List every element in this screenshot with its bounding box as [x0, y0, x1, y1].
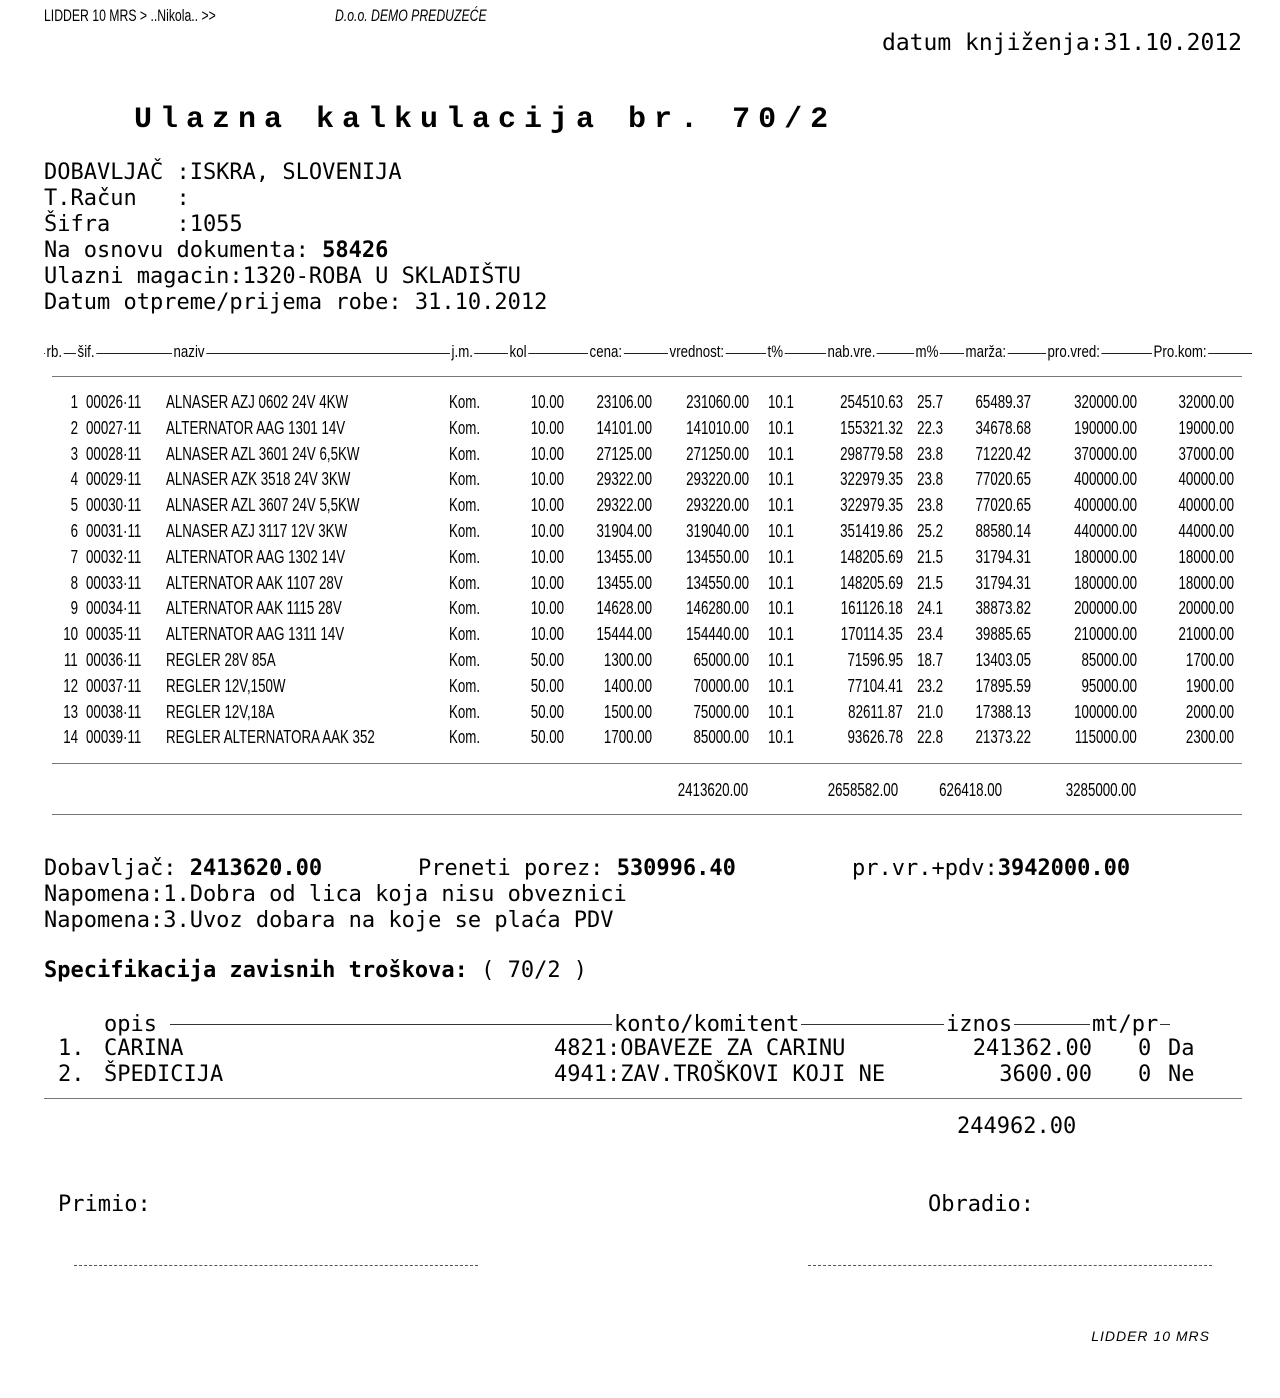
- spec-title: [44, 958, 587, 983]
- row-jm: Kom.: [449, 521, 481, 541]
- spec-row-iznos: 3600.00: [999, 1062, 1092, 1087]
- table-row: [0, 650, 1280, 676]
- processed-label: Obradio:: [928, 1192, 1034, 1217]
- row-pro: 95000.00: [1081, 675, 1137, 696]
- row-naziv: ALNASER AZJ 3117 12V 3KW: [166, 521, 348, 541]
- supplier-sum-value: 2413620.00: [189, 856, 323, 881]
- row-vrednost: 293220.00: [686, 495, 749, 516]
- row-t: 10.1: [768, 546, 794, 567]
- supplier-sum-label: Dobavljač:: [44, 856, 190, 881]
- row-pro: 180000.00: [1074, 546, 1137, 567]
- row-m: 24.1: [917, 598, 943, 619]
- prvr-sum: [852, 856, 1130, 881]
- row-cena: 31904.00: [596, 521, 652, 541]
- row-vrednost: 70000.00: [693, 675, 749, 696]
- row-marza: 31794.31: [975, 572, 1031, 593]
- row-vrednost: 141010.00: [686, 417, 749, 438]
- row-jm: Kom.: [449, 392, 481, 412]
- table-row: [0, 598, 1280, 624]
- row-marza: 39885.65: [975, 624, 1031, 645]
- tax-sum: [418, 856, 736, 881]
- spec-row-iznos: 241362.00: [972, 1036, 1092, 1061]
- col-m: m%: [915, 342, 939, 361]
- row-vrednost: 75000.00: [693, 701, 749, 722]
- row-naziv: ALNASER AZL 3607 24V 5,5KW: [166, 495, 360, 516]
- row-cena: 29322.00: [596, 495, 652, 516]
- row-nab: 71596.95: [847, 650, 903, 670]
- row-sif: 00026·11: [86, 392, 142, 412]
- spec-row-mt: 0: [1138, 1036, 1152, 1061]
- spec-row-konto: 4821:OBAVEZE ZA CARINU: [554, 1036, 846, 1061]
- row-pro: 100000.00: [1074, 701, 1137, 722]
- supplier-line: DOBAVLJAČ :ISKRA, SLOVENIJA: [44, 160, 402, 185]
- row-vrednost: 134550.00: [686, 546, 749, 567]
- row-jm: Kom.: [449, 650, 481, 670]
- note-2: Napomena:3.Uvoz dobara na koje se plaća PDV: [44, 908, 614, 933]
- row-t: 10.1: [768, 495, 794, 516]
- row-pro: 85000.00: [1081, 650, 1137, 670]
- row-marza: 88580.14: [975, 521, 1031, 541]
- table-bottom-rule: [52, 763, 1242, 764]
- row-jm: Kom.: [449, 624, 481, 645]
- row-sif: 00037·11: [86, 675, 142, 696]
- table-row: [0, 418, 1280, 444]
- row-sif: 00034·11: [86, 598, 142, 619]
- table-row: [0, 444, 1280, 470]
- col-nab: nab.vre.: [827, 342, 876, 361]
- warehouse-line: Ulazni magacin:1320-ROBA U SKLADIŠTU: [44, 264, 521, 289]
- row-naziv: ALNASER AZJ 0602 24V 4KW: [166, 392, 349, 412]
- spec-row-rb: 2.: [58, 1062, 85, 1087]
- row-vrednost: 65000.00: [693, 650, 749, 670]
- row-prokom: 20000.00: [1178, 598, 1234, 619]
- row-kol: 50.00: [530, 675, 564, 696]
- note-1: Napomena:1.Dobra od lica koja nisu obveznici: [44, 882, 627, 907]
- row-prokom: 32000.00: [1178, 392, 1234, 412]
- row-t: 10.1: [768, 443, 794, 464]
- row-marza: 77020.65: [975, 469, 1031, 490]
- row-naziv: ALNASER AZK 3518 24V 3KW: [166, 469, 351, 490]
- row-marza: 65489.37: [975, 392, 1031, 412]
- row-cena: 14101.00: [596, 417, 652, 438]
- col-rb: rb.: [46, 342, 63, 361]
- row-naziv: ALTERNATOR AAG 1301 14V: [166, 417, 346, 438]
- row-prokom: 40000.00: [1178, 469, 1234, 490]
- row-kol: 50.00: [530, 727, 564, 748]
- row-prokom: 18000.00: [1178, 572, 1234, 593]
- row-cena: 1400.00: [603, 675, 652, 696]
- row-nab: 161126.18: [841, 598, 903, 619]
- row-vrednost: 271250.00: [686, 443, 749, 464]
- row-naziv: REGLER 12V,18A: [166, 701, 275, 722]
- basis-value: 58426: [322, 238, 389, 263]
- row-jm: Kom.: [449, 417, 481, 438]
- prvr-sum-label: pr.vr.+pdv:: [852, 856, 998, 881]
- col-kol: kol: [509, 342, 527, 361]
- row-t: 10.1: [768, 392, 794, 412]
- row-nab: 77104.41: [847, 675, 903, 696]
- row-marza: 71220.42: [975, 443, 1031, 464]
- row-pro: 210000.00: [1074, 624, 1137, 645]
- row-kol: 10.00: [530, 598, 564, 619]
- account-line: T.Račun :: [44, 186, 190, 211]
- row-m: 25.2: [917, 521, 943, 541]
- row-t: 10.1: [768, 469, 794, 490]
- row-nab: 322979.35: [840, 469, 903, 490]
- row-t: 10.1: [768, 521, 794, 541]
- row-cena: 13455.00: [596, 572, 652, 593]
- supplier-sum: [44, 856, 322, 881]
- table-row: [0, 702, 1280, 728]
- row-kol: 10.00: [530, 521, 564, 541]
- col-naziv: naziv: [173, 342, 205, 361]
- row-rb: 7: [70, 546, 78, 567]
- row-cena: 14628.00: [596, 598, 652, 619]
- row-rb: 10: [63, 624, 78, 645]
- row-nab: 148205.69: [840, 546, 903, 567]
- row-m: 23.4: [917, 624, 943, 645]
- breadcrumb: LIDDER 10 MRS > ..Nikola.. >>: [44, 6, 216, 25]
- row-cena: 27125.00: [596, 443, 652, 464]
- row-nab: 298779.58: [840, 443, 903, 464]
- row-jm: Kom.: [449, 727, 481, 748]
- row-t: 10.1: [768, 598, 794, 619]
- row-jm: Kom.: [449, 443, 481, 464]
- row-prokom: 40000.00: [1178, 495, 1234, 516]
- row-sif: 00039·11: [86, 727, 142, 748]
- row-prokom: 2300.00: [1185, 727, 1234, 748]
- spec-row-opis: CARINA: [104, 1036, 184, 1061]
- table-row: [0, 392, 1280, 418]
- row-kol: 10.00: [530, 546, 564, 567]
- row-naziv: ALTERNATOR AAG 1311 14V: [166, 624, 345, 645]
- table-row: [0, 676, 1280, 702]
- row-pro: 190000.00: [1074, 417, 1137, 438]
- page-title: Ulazna kalkulacija br. 70/2: [134, 103, 837, 137]
- row-prokom: 44000.00: [1178, 521, 1234, 541]
- row-rb: 14: [63, 727, 78, 748]
- row-vrednost: 231060.00: [686, 392, 749, 412]
- footer-brand: LIDDER 10 MRS: [1091, 1328, 1210, 1344]
- row-prokom: 1700.00: [1185, 650, 1234, 670]
- row-sif: 00029·11: [86, 469, 142, 490]
- row-sif: 00031·11: [86, 521, 142, 541]
- code-line: Šifra :1055: [44, 212, 243, 237]
- col-t: t%: [767, 342, 784, 361]
- row-cena: 29322.00: [596, 469, 652, 490]
- col-sif: šif.: [77, 342, 95, 361]
- row-pro: 320000.00: [1074, 392, 1137, 412]
- row-sif: 00035·11: [86, 624, 142, 645]
- row-cena: 1700.00: [603, 727, 652, 748]
- row-t: 10.1: [768, 675, 794, 696]
- posting-date: datum knjiženja:31.10.2012: [881, 30, 1242, 56]
- row-sif: 00032·11: [86, 546, 142, 567]
- row-t: 10.1: [768, 624, 794, 645]
- total-marza: 626418.00: [939, 780, 1002, 800]
- table-row: [0, 495, 1280, 521]
- row-rb: 13: [63, 701, 78, 722]
- row-rb: 12: [63, 675, 78, 696]
- prvr-sum-value: 3942000.00: [997, 856, 1131, 881]
- row-nab: 351419.86: [840, 521, 903, 541]
- row-nab: 155321.32: [840, 417, 903, 438]
- row-naziv: ALTERNATOR AAG 1302 14V: [166, 546, 346, 567]
- table-row: [0, 521, 1280, 547]
- row-vrednost: 154440.00: [686, 624, 749, 645]
- spec-row-pr: Ne: [1168, 1062, 1195, 1087]
- row-nab: 254510.63: [840, 392, 903, 412]
- row-m: 23.8: [917, 495, 943, 516]
- spec-row: [0, 1062, 1280, 1088]
- processed-signature-line: [808, 1265, 1212, 1266]
- row-pro: 400000.00: [1074, 495, 1137, 516]
- spec-table-header: [104, 1012, 1194, 1036]
- row-rb: 6: [70, 521, 78, 541]
- row-vrednost: 85000.00: [693, 727, 749, 748]
- row-marza: 38873.82: [975, 598, 1031, 619]
- shipping-date-line: Datum otpreme/prijema robe: 31.10.2012: [44, 290, 548, 315]
- row-vrednost: 134550.00: [686, 572, 749, 593]
- row-marza: 34678.68: [975, 417, 1031, 438]
- row-sif: 00030·11: [86, 495, 142, 516]
- spec-row-rb: 1.: [58, 1036, 85, 1061]
- received-signature-line: [74, 1265, 478, 1266]
- row-pro: 370000.00: [1074, 443, 1137, 464]
- row-rb: 8: [70, 572, 78, 593]
- spec-col-mtpr: mt/pr: [1092, 1012, 1159, 1037]
- row-naziv: REGLER ALTERNATORA AAK 352: [166, 727, 375, 748]
- basis-line: [44, 238, 388, 264]
- row-marza: 17895.59: [975, 675, 1031, 696]
- table-row: [0, 547, 1280, 573]
- row-m: 21.0: [917, 701, 943, 722]
- row-cena: 23106.00: [596, 392, 652, 412]
- col-cena: cena:: [589, 342, 623, 361]
- spec-col-konto: konto/komitent: [614, 1012, 800, 1037]
- spec-title-main: Specifikacija zavisnih troškova:: [44, 958, 468, 983]
- row-jm: Kom.: [449, 572, 481, 593]
- row-m: 23.2: [917, 675, 943, 696]
- row-naziv: ALTERNATOR AAK 1115 28V: [166, 598, 342, 619]
- row-jm: Kom.: [449, 701, 481, 722]
- row-t: 10.1: [768, 701, 794, 722]
- row-kol: 10.00: [530, 417, 564, 438]
- row-jm: Kom.: [449, 495, 481, 516]
- row-naziv: REGLER 12V,150W: [166, 675, 286, 696]
- row-nab: 170114.35: [841, 624, 903, 645]
- row-rb: 1: [70, 392, 78, 412]
- row-prokom: 19000.00: [1178, 417, 1234, 438]
- row-jm: Kom.: [449, 675, 481, 696]
- row-rb: 5: [70, 495, 78, 516]
- row-pro: 400000.00: [1074, 469, 1137, 490]
- row-rb: 4: [70, 469, 78, 490]
- row-t: 10.1: [768, 417, 794, 438]
- row-cena: 15444.00: [596, 624, 652, 645]
- received-label: Primio:: [58, 1192, 151, 1217]
- spec-col-opis: opis: [104, 1012, 165, 1037]
- row-marza: 21373.22: [975, 727, 1031, 748]
- totals-rule: [52, 814, 1242, 815]
- row-kol: 10.00: [530, 624, 564, 645]
- row-nab: 148205.69: [840, 572, 903, 593]
- table-row: [0, 469, 1280, 495]
- tax-sum-label: Preneti porez:: [418, 856, 617, 881]
- spec-row-mt: 0: [1138, 1062, 1152, 1087]
- row-prokom: 1900.00: [1185, 675, 1234, 696]
- company-name: D.o.o. DEMO PREDUZEĆE: [335, 6, 487, 25]
- row-nab: 322979.35: [840, 495, 903, 516]
- row-naziv: ALTERNATOR AAK 1107 28V: [166, 572, 343, 593]
- row-vrednost: 319040.00: [686, 521, 749, 541]
- spec-title-number: ( 70/2 ): [467, 958, 588, 983]
- spec-bottom-rule: [44, 1098, 1242, 1099]
- row-marza: 13403.05: [975, 650, 1031, 670]
- row-cena: 13455.00: [596, 546, 652, 567]
- row-kol: 10.00: [530, 572, 564, 593]
- col-pro: pro.vred:: [1047, 342, 1100, 361]
- row-prokom: 2000.00: [1185, 701, 1234, 722]
- row-m: 22.8: [917, 727, 943, 748]
- row-marza: 17388.13: [975, 701, 1031, 722]
- row-marza: 31794.31: [975, 546, 1031, 567]
- table-row: [0, 624, 1280, 650]
- row-kol: 10.00: [530, 495, 564, 516]
- spec-row-konto: 4941:ZAV.TROŠKOVI KOJI NE: [554, 1062, 886, 1087]
- row-kol: 50.00: [530, 650, 564, 670]
- row-vrednost: 146280.00: [686, 598, 749, 619]
- row-sif: 00027·11: [86, 417, 142, 438]
- row-m: 23.8: [917, 443, 943, 464]
- basis-label: Na osnovu dokumenta:: [44, 238, 323, 263]
- items-table-header: [44, 342, 1254, 364]
- total-nab: 2658582.00: [827, 780, 898, 800]
- spec-total: 244962.00: [957, 1114, 1077, 1139]
- row-kol: 10.00: [530, 443, 564, 464]
- row-m: 18.7: [917, 650, 943, 670]
- row-vrednost: 293220.00: [686, 469, 749, 490]
- row-cena: 1500.00: [603, 701, 652, 722]
- row-t: 10.1: [768, 727, 794, 748]
- row-rb: 11: [64, 650, 78, 670]
- row-jm: Kom.: [449, 546, 481, 567]
- row-naziv: ALNASER AZL 3601 24V 6,5KW: [166, 443, 360, 464]
- spec-col-iznos: iznos: [946, 1012, 1013, 1037]
- row-naziv: REGLER 28V 85A: [166, 650, 276, 670]
- spec-row-opis: ŠPEDICIJA: [104, 1062, 224, 1087]
- row-kol: 50.00: [530, 701, 564, 722]
- table-top-rule: [52, 376, 1242, 377]
- row-cena: 1300.00: [603, 650, 652, 670]
- row-sif: 00028·11: [86, 443, 142, 464]
- row-sif: 00033·11: [86, 572, 142, 593]
- row-rb: 9: [70, 598, 78, 619]
- row-nab: 82611.87: [848, 701, 903, 722]
- col-prokom: Pro.kom:: [1153, 342, 1207, 361]
- total-pro: 3285000.00: [1065, 780, 1136, 800]
- row-m: 25.7: [917, 392, 943, 412]
- row-prokom: 37000.00: [1178, 443, 1234, 464]
- col-jm: j.m.: [451, 342, 473, 361]
- col-vrednost: vrednost:: [669, 342, 725, 361]
- row-prokom: 21000.00: [1178, 624, 1234, 645]
- row-nab: 93626.78: [847, 727, 903, 748]
- row-kol: 10.00: [530, 469, 564, 490]
- row-rb: 2: [70, 417, 78, 438]
- table-row: [0, 573, 1280, 599]
- row-m: 21.5: [917, 572, 943, 593]
- row-jm: Kom.: [449, 598, 481, 619]
- row-t: 10.1: [768, 650, 794, 670]
- row-m: 23.8: [917, 469, 943, 490]
- row-m: 21.5: [917, 546, 943, 567]
- spec-row: [0, 1036, 1280, 1062]
- row-kol: 10.00: [530, 392, 564, 412]
- total-vrednost: 2413620.00: [677, 780, 748, 800]
- row-rb: 3: [70, 443, 78, 464]
- table-row: [0, 727, 1280, 753]
- row-prokom: 18000.00: [1178, 546, 1234, 567]
- row-pro: 180000.00: [1074, 572, 1137, 593]
- row-m: 22.3: [917, 417, 943, 438]
- tax-sum-value: 530996.40: [616, 856, 736, 881]
- row-t: 10.1: [768, 572, 794, 593]
- spec-row-pr: Da: [1168, 1036, 1195, 1061]
- col-marza: marža:: [965, 342, 1007, 361]
- row-pro: 200000.00: [1074, 598, 1137, 619]
- row-marza: 77020.65: [975, 495, 1031, 516]
- row-jm: Kom.: [449, 469, 481, 490]
- row-pro: 115000.00: [1075, 727, 1137, 748]
- row-sif: 00036·11: [86, 650, 142, 670]
- row-pro: 440000.00: [1074, 521, 1137, 541]
- row-sif: 00038·11: [86, 701, 142, 722]
